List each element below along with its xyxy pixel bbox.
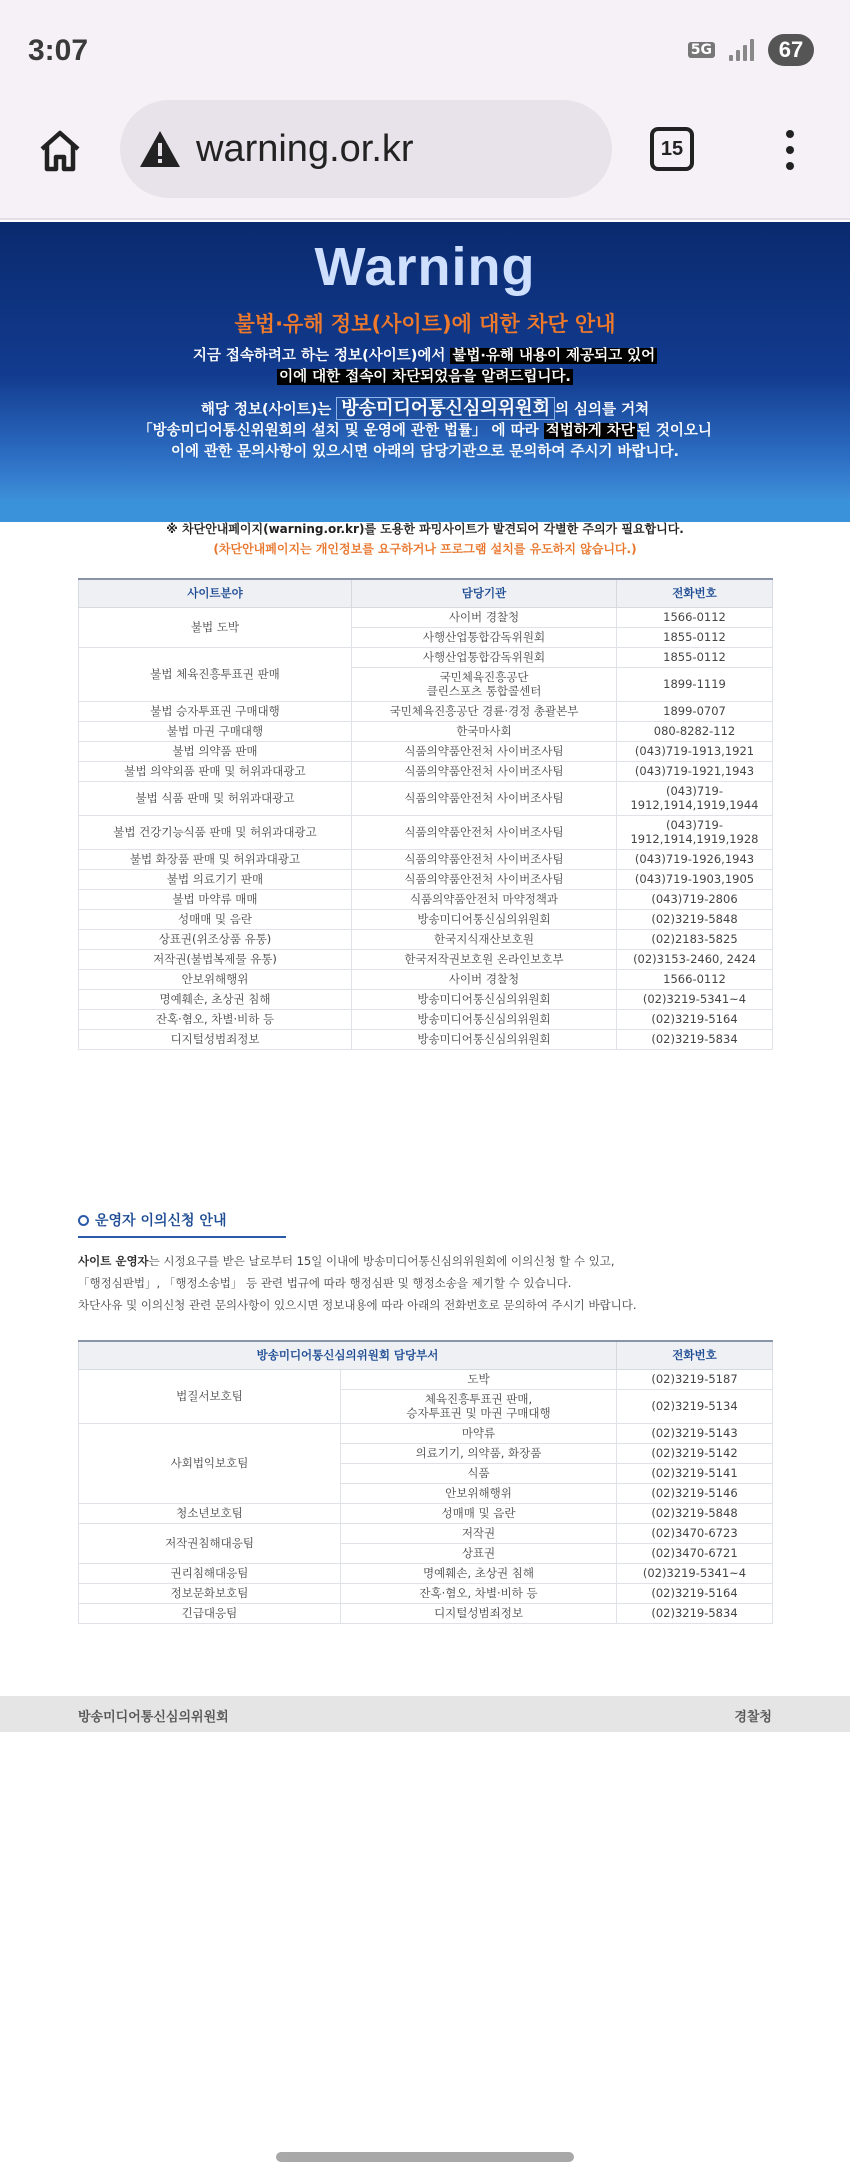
phone-cell: (02)3470-6723 [617, 1523, 773, 1543]
phone-cell: 1899-0707 [617, 701, 773, 721]
footer-org: 방송미디어통신심의위원회 [78, 1710, 229, 1725]
phone-cell: 080-8282-112 [617, 721, 773, 741]
group-cell: 불법 마권 구매대행 [79, 721, 352, 741]
network-5g-icon: 5G [688, 42, 715, 58]
footer-police: 경찰청 [734, 1710, 772, 1725]
table-header-row [79, 579, 773, 607]
section-title: 운영자 이의신청 안내 [95, 1213, 227, 1229]
phishing-notice: ※ 차단안내페이지(warning.or.kr)를 도용한 파밍사이트가 발견되어 각별한 주의가 필요합니다. [166, 522, 684, 536]
department-table [78, 1340, 773, 1624]
group-cell: 권리침해대응팀 [79, 1563, 341, 1583]
banner-text: 「방송미디어통신위원회의 설치 및 운영에 관한 법률」 에 따라 [138, 423, 544, 439]
item-cell: 방송미디어통신심의위원회 [352, 909, 617, 929]
table-row [79, 781, 773, 815]
item-cell: 식품의약품안전처 사이버조사팀 [352, 869, 617, 889]
group-cell: 잔혹·혐오, 차별·비하 등 [79, 1009, 352, 1029]
group-cell: 법질서보호팀 [79, 1369, 341, 1423]
item-cell: 저작권 [341, 1523, 617, 1543]
item-cell: 식품의약품안전처 사이버조사팀 [352, 741, 617, 761]
phone-cell: (02)3219-5146 [617, 1483, 773, 1503]
group-cell: 불법 의료기기 판매 [79, 869, 352, 889]
table-row [79, 869, 773, 889]
table-row [79, 889, 773, 909]
table-row [79, 929, 773, 949]
phone-cell: (043)719-1913,1921 [617, 741, 773, 761]
table-row [79, 1563, 773, 1583]
phone-cell: (02)3219-5141 [617, 1463, 773, 1483]
group-cell: 불법 도박 [79, 607, 352, 647]
item-cell: 국민체육진흥공단 클린스포츠 통합콜센터 [352, 667, 617, 701]
item-cell: 의료기기, 의약품, 화장품 [341, 1443, 617, 1463]
item-cell: 성매매 및 음란 [341, 1503, 617, 1523]
table-row [79, 761, 773, 781]
phone-cell: (02)3219-5134 [617, 1389, 773, 1423]
status-icons [688, 34, 814, 66]
group-cell: 청소년보호팀 [79, 1503, 341, 1523]
tabs-icon[interactable]: 15 [650, 127, 694, 171]
item-cell: 상표권 [341, 1543, 617, 1563]
group-cell: 불법 건강기능식품 판매 및 허위과대광고 [79, 815, 352, 849]
warning-icon[interactable] [138, 129, 182, 169]
group-cell: 성매매 및 음란 [79, 909, 352, 929]
item-cell: 방송미디어통신심의위원회 [352, 1029, 617, 1049]
item-cell: 한국저작권보호원 온라인보호부 [352, 949, 617, 969]
item-cell: 사이버 경찰청 [352, 969, 617, 989]
table-row [79, 849, 773, 869]
item-cell: 안보위해행위 [341, 1483, 617, 1503]
banner-message-2 [0, 398, 850, 463]
table-row [79, 989, 773, 1009]
phone-cell: (02)3219-5143 [617, 1423, 773, 1443]
group-cell: 안보위해행위 [79, 969, 352, 989]
phone-cell: (02)3219-5341~4 [617, 1563, 773, 1583]
group-cell: 긴급대응팀 [79, 1603, 341, 1623]
group-cell: 불법 마약류 매매 [79, 889, 352, 909]
department-table-body [79, 1369, 773, 1623]
banner-org-highlight: 방송미디어통신심의위원회 [336, 397, 555, 420]
phone-cell: (02)2183-5825 [617, 929, 773, 949]
phone-cell: (043)719-1926,1943 [617, 849, 773, 869]
group-cell: 디지털성범죄정보 [79, 1029, 352, 1049]
battery-icon: 67 [768, 34, 814, 66]
phone-cell: (02)3470-6721 [617, 1543, 773, 1563]
table-row [79, 721, 773, 741]
phone-cell: (02)3219-5142 [617, 1443, 773, 1463]
phone-cell: (02)3219-5834 [617, 1029, 773, 1049]
item-cell: 디지털성범죄정보 [341, 1603, 617, 1623]
group-cell: 불법 의약품 판매 [79, 741, 352, 761]
item-cell: 사행산업통합감독위원회 [352, 627, 617, 647]
phone-cell: (02)3219-5848 [617, 1503, 773, 1523]
url-text[interactable]: warning.or.kr [196, 127, 414, 170]
address-bar[interactable] [120, 100, 612, 198]
item-cell: 명예훼손, 초상권 침해 [341, 1563, 617, 1583]
table-row [79, 1503, 773, 1523]
phone-cell: 1855-0112 [617, 647, 773, 667]
table-header: 전화번호 [617, 1341, 773, 1369]
table-row [79, 1603, 773, 1623]
banner-highlight: 이에 대한 접속이 차단되었음을 알려드립니다. [279, 369, 571, 385]
table-header: 사이트분야 [79, 579, 352, 607]
table-row [79, 815, 773, 849]
table-row [79, 969, 773, 989]
table-row [79, 701, 773, 721]
table-row [79, 1523, 773, 1543]
item-cell: 한국지식재산보호원 [352, 929, 617, 949]
phone-cell: (02)3219-5848 [617, 909, 773, 929]
item-cell: 방송미디어통신심의위원회 [352, 989, 617, 1009]
status-bar [0, 0, 850, 100]
operator-appeal-heading [78, 1210, 286, 1238]
item-cell: 도박 [341, 1369, 617, 1389]
table-row [79, 909, 773, 929]
phone-cell: (02)3219-5341~4 [617, 989, 773, 1009]
item-cell: 식품의약품안전처 사이버조사팀 [352, 815, 617, 849]
home-icon[interactable] [36, 127, 84, 175]
item-cell: 체육진흥투표권 판매, 승자투표권 및 마권 구매대행 [341, 1389, 617, 1423]
group-cell: 불법 식품 판매 및 허위과대광고 [79, 781, 352, 815]
banner-message-1 [0, 346, 850, 388]
signal-icon [729, 39, 754, 61]
table-row [79, 949, 773, 969]
table-row [79, 1369, 773, 1389]
banner-text: 된 것이오니 [636, 423, 712, 439]
contact-table [78, 578, 773, 1050]
group-cell: 정보문화보호팀 [79, 1583, 341, 1603]
phone-cell: 1566-0112 [617, 969, 773, 989]
group-cell: 불법 화장품 판매 및 허위과대광고 [79, 849, 352, 869]
operator-label: 사이트 운영자 [78, 1254, 149, 1268]
banner-text: 의 심의를 거쳐 [554, 402, 650, 418]
phone-cell: (02)3219-5164 [617, 1009, 773, 1029]
table-row [79, 647, 773, 667]
item-cell: 한국마사회 [352, 721, 617, 741]
item-cell: 식품의약품안전처 마약정책과 [352, 889, 617, 909]
operator-appeal-text [78, 1250, 778, 1316]
phone-cell: (043)719-1903,1905 [617, 869, 773, 889]
group-cell: 불법 의약외품 판매 및 허위과대광고 [79, 761, 352, 781]
item-cell: 국민체육진흥공단 경륜·경정 총괄본부 [352, 701, 617, 721]
banner-text: 해당 정보(사이트)는 [200, 402, 337, 418]
more-vert-icon[interactable] [780, 130, 800, 174]
phone-cell: (02)3153-2460, 2424 [617, 949, 773, 969]
banner-highlight: 불법·유해 내용이 제공되고 있어 [452, 348, 656, 364]
operator-line: 「행정심판법」, 「행정소송법」 등 관련 법규에 따라 행정심판 및 행정소송을 제기할 수 있습니다. [78, 1276, 572, 1290]
phone-cell: (043)719-2806 [617, 889, 773, 909]
phone-cell: (043)719- 1912,1914,1919,1928 [617, 815, 773, 849]
phone-cell: (02)3219-5164 [617, 1583, 773, 1603]
item-cell: 식품 [341, 1463, 617, 1483]
table-header: 담당기관 [352, 579, 617, 607]
operator-line: 는 시정요구를 받은 날로부터 15일 이내에 방송미디어통신심의위원회에 이의신청 할 수 있고, [148, 1254, 615, 1268]
table-header-row [79, 1341, 773, 1369]
table-row [79, 1009, 773, 1029]
banner-highlight: 적법하게 차단 [545, 423, 635, 439]
table-row [79, 741, 773, 761]
phone-cell: 1566-0112 [617, 607, 773, 627]
group-cell: 저작권(불법복제물 유통) [79, 949, 352, 969]
banner-title: Warning [314, 237, 536, 297]
circle-bullet-icon [78, 1215, 89, 1226]
group-cell: 상표권(위조상품 유통) [79, 929, 352, 949]
group-cell: 불법 체육진흥투표권 판매 [79, 647, 352, 701]
banner-text: 지금 접속하려고 하는 정보(사이트)에서 [192, 348, 451, 364]
operator-line: 차단사유 및 이의신청 관련 문의사항이 있으시면 정보내용에 따라 아래의 전화번호로 문의하여 주시기 바랍니다. [78, 1298, 637, 1312]
phone-cell: 1855-0112 [617, 627, 773, 647]
browser-toolbar [0, 100, 850, 220]
item-cell: 식품의약품안전처 사이버조사팀 [352, 781, 617, 815]
item-cell: 식품의약품안전처 사이버조사팀 [352, 761, 617, 781]
group-cell: 저작권침해대응팀 [79, 1523, 341, 1563]
item-cell: 방송미디어통신심의위원회 [352, 1009, 617, 1029]
group-cell: 사회법익보호팀 [79, 1423, 341, 1503]
item-cell: 사행산업통합감독위원회 [352, 647, 617, 667]
table-row [79, 1029, 773, 1049]
item-cell: 사이버 경찰청 [352, 607, 617, 627]
table-header: 방송미디어통신심의위원회 담당부서 [79, 1341, 617, 1369]
footer [0, 1696, 850, 1732]
phone-cell: (043)719-1921,1943 [617, 761, 773, 781]
status-time: 3:07 [28, 34, 89, 67]
table-row [79, 1583, 773, 1603]
phishing-notice-sub: (차단안내페이지는 개인정보를 요구하거나 프로그램 설치를 유도하지 않습니다.) [213, 542, 637, 556]
table-row [79, 1423, 773, 1443]
item-cell: 식품의약품안전처 사이버조사팀 [352, 849, 617, 869]
table-row [79, 607, 773, 627]
gesture-nav-handle[interactable] [276, 2152, 574, 2162]
item-cell: 잔혹·혐오, 차별·비하 등 [341, 1583, 617, 1603]
item-cell: 마약류 [341, 1423, 617, 1443]
warning-banner [0, 222, 850, 500]
banner-text: 이에 관한 문의사항이 있으시면 아래의 담당기관으로 문의하여 주시기 바랍니다. [170, 444, 680, 460]
banner-subtitle: 불법·유해 정보(사이트)에 대한 차단 안내 [234, 312, 616, 336]
phone-cell: 1899-1119 [617, 667, 773, 701]
group-cell: 명예훼손, 초상권 침해 [79, 989, 352, 1009]
phone-cell: (043)719- 1912,1914,1919,1944 [617, 781, 773, 815]
phone-cell: (02)3219-5187 [617, 1369, 773, 1389]
contact-table-body [79, 607, 773, 1049]
banner-strip [0, 500, 850, 522]
table-header: 전화번호 [617, 579, 773, 607]
group-cell: 불법 승자투표권 구매대행 [79, 701, 352, 721]
phone-cell: (02)3219-5834 [617, 1603, 773, 1623]
